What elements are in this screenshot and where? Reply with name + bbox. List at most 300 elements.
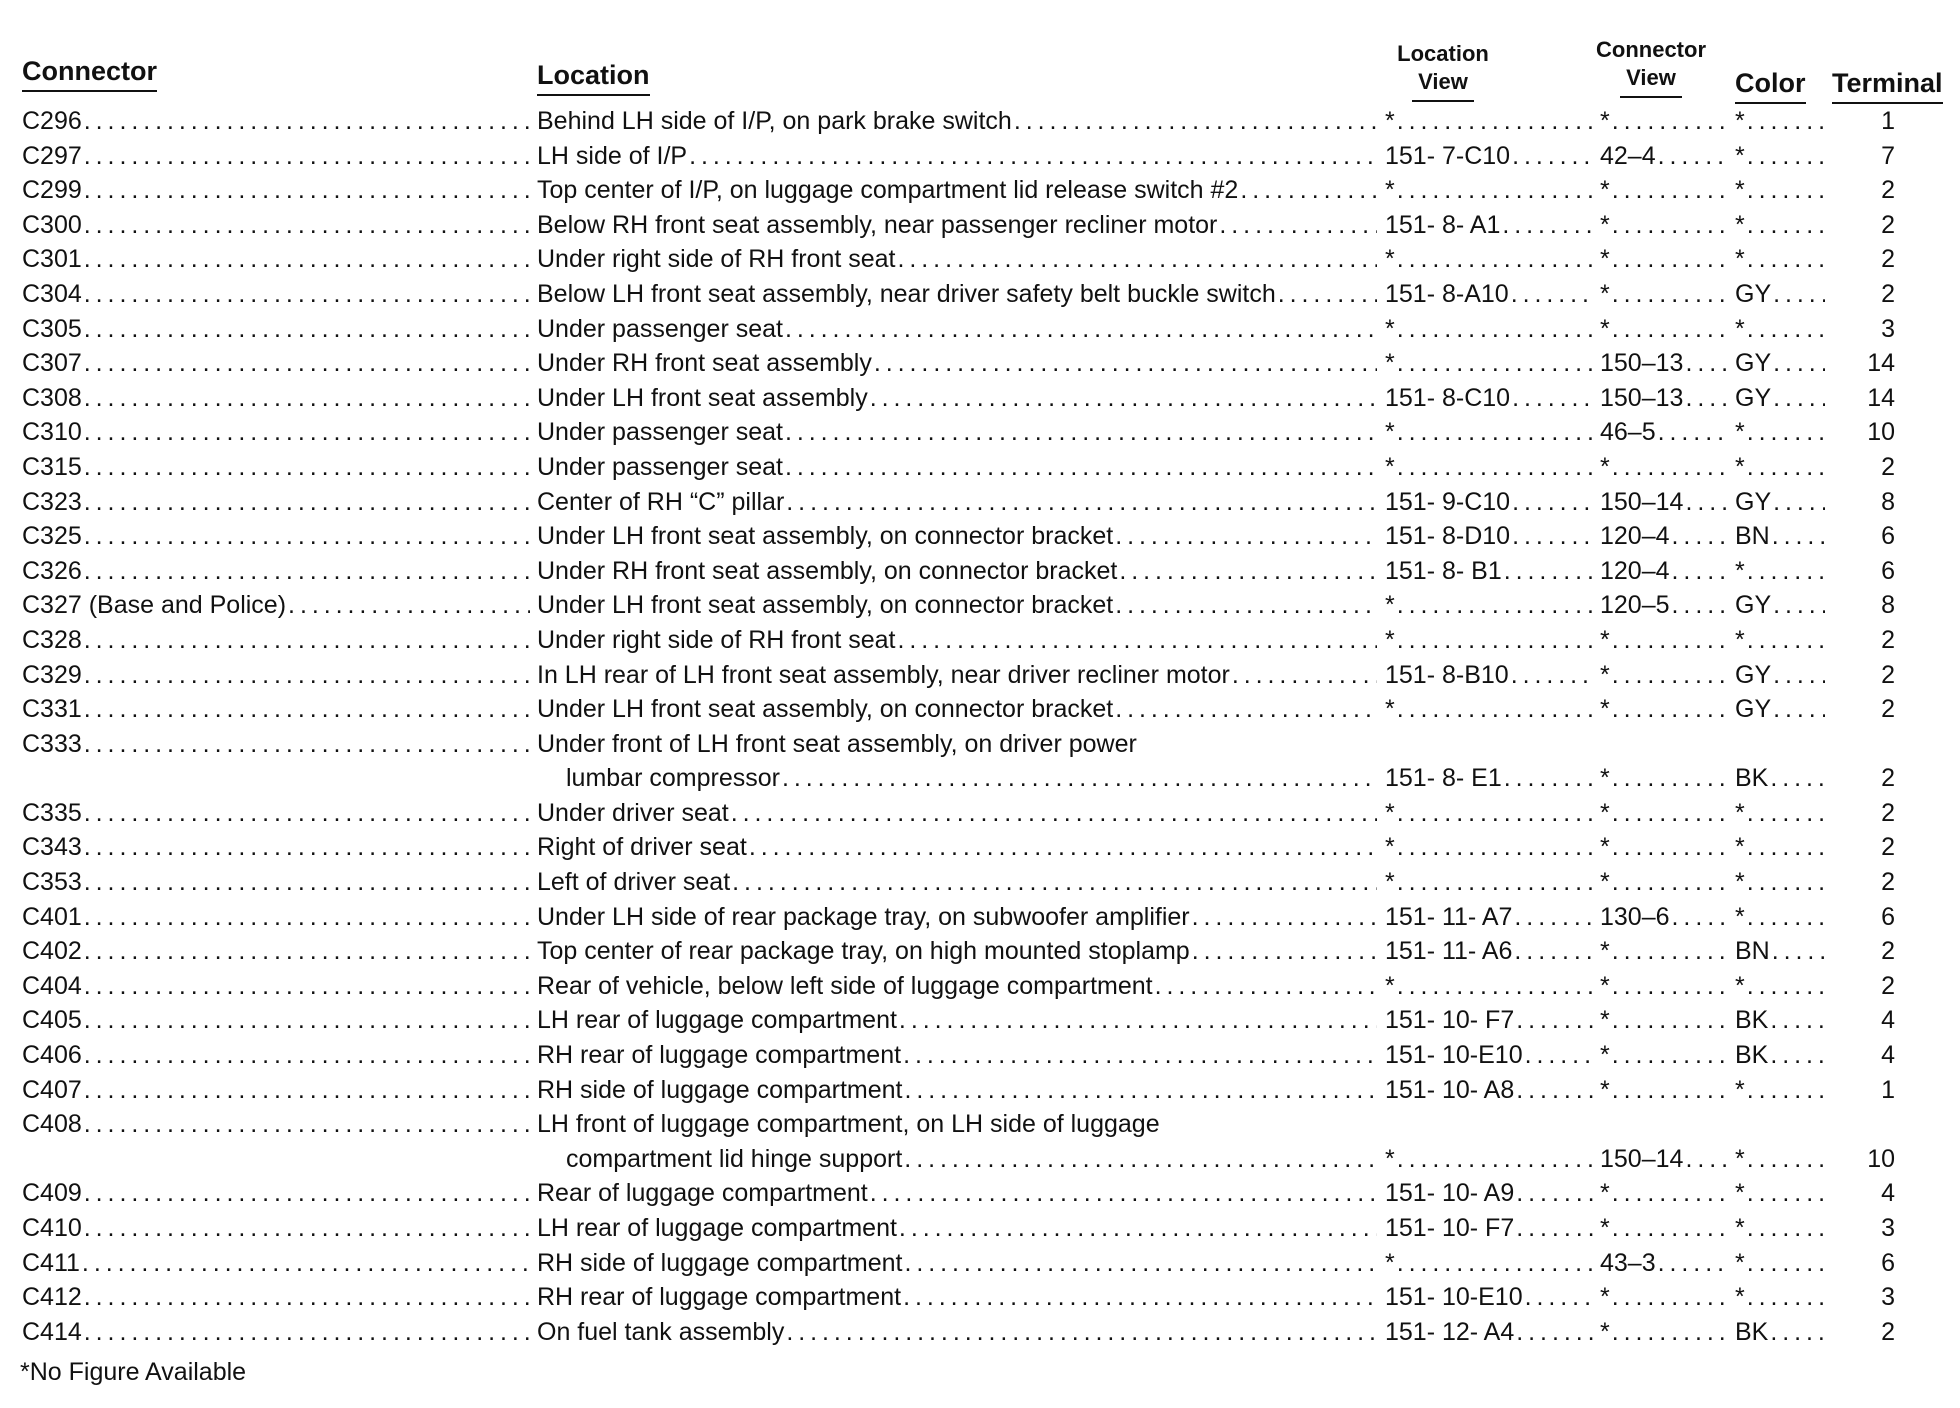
dot-leader	[82, 1315, 530, 1349]
dot-leader	[1395, 312, 1595, 346]
dot-leader	[82, 415, 530, 449]
dot-leader	[1514, 1003, 1595, 1037]
dot-leader	[1512, 934, 1595, 968]
header-connector-view: Connector View	[1586, 36, 1716, 98]
location-view-cell: 151- 8-D10 . . .	[1385, 519, 1595, 553]
connector-cell: C310 . . .	[22, 415, 530, 449]
dot-leader	[1745, 969, 1825, 1003]
dot-leader	[1500, 208, 1595, 242]
terminal-cell: 6	[1881, 902, 1895, 931]
dot-leader	[1395, 865, 1595, 899]
location-cell: Top center of rear package tray, on high mounted stoplamp . . .	[537, 934, 1377, 968]
dot-leader	[896, 623, 1378, 657]
connector-cell: C410 . . .	[22, 1211, 530, 1245]
connector-view-cell: * . . .	[1600, 658, 1730, 692]
dot-leader	[1610, 208, 1730, 242]
connector-view-cell: * . . .	[1600, 623, 1730, 657]
color-cell: * . . .	[1735, 312, 1825, 346]
dot-leader	[1395, 242, 1595, 276]
terminal-cell: 2	[1881, 971, 1895, 1000]
connector-cell: C409 . . .	[22, 1176, 530, 1210]
connector-view-cell: 120–4 . . .	[1600, 519, 1730, 553]
dot-leader	[1745, 173, 1825, 207]
color-cell: GY . . .	[1735, 277, 1825, 311]
connector-cell: C304 . . .	[22, 277, 530, 311]
color-cell: * . . .	[1735, 242, 1825, 276]
connector-view-cell: 120–4 . . .	[1600, 554, 1730, 588]
location-view-cell: * . . .	[1385, 104, 1595, 138]
location-cell: Center of RH “C” pillar . . .	[537, 485, 1377, 519]
dot-leader	[1771, 277, 1825, 311]
terminal-cell: 8	[1881, 487, 1895, 516]
location-view-cell: * . . .	[1385, 830, 1595, 864]
connector-view-cell: * . . .	[1600, 242, 1730, 276]
terminal-cell: 1	[1881, 1075, 1895, 1104]
color-cell: * . . .	[1735, 173, 1825, 207]
dot-leader	[82, 277, 530, 311]
dot-leader	[1113, 588, 1377, 622]
location-view-cell: * . . .	[1385, 173, 1595, 207]
location-view-cell: 151- 8- E1 . . .	[1385, 761, 1595, 795]
table-row	[0, 623, 1960, 658]
dot-leader	[1610, 450, 1730, 484]
terminal-cell: 2	[1881, 868, 1895, 897]
location-view-cell: 151- 10- F7 . . .	[1385, 1003, 1595, 1037]
dot-leader	[1610, 934, 1730, 968]
color-cell: GY . . .	[1735, 588, 1825, 622]
location-view-cell: * . . .	[1385, 796, 1595, 830]
table-row	[0, 1315, 1960, 1350]
footnote: *No Figure Available	[20, 1358, 247, 1386]
table-row	[0, 1280, 1960, 1315]
dot-leader	[1745, 1211, 1825, 1245]
dot-leader	[1276, 277, 1377, 311]
terminal-cell: 10	[1867, 1144, 1895, 1173]
terminal-cell: 4	[1881, 1179, 1895, 1208]
connector-view-cell: 46–5 . . .	[1600, 415, 1730, 449]
connector-view-cell: * . . .	[1600, 173, 1730, 207]
terminal-cell: 4	[1881, 1006, 1895, 1035]
dot-leader	[1683, 1142, 1730, 1176]
dot-leader	[80, 1246, 530, 1280]
location-cell: Under LH front seat assembly, on connector bracket . . .	[537, 519, 1377, 553]
dot-leader	[1745, 312, 1825, 346]
dot-leader	[872, 346, 1377, 380]
location-view-cell: 151- 8- A1 . . .	[1385, 208, 1595, 242]
dot-leader	[1395, 173, 1595, 207]
connector-table-body	[0, 104, 1960, 1349]
connector-view-cell: * . . .	[1600, 1038, 1730, 1072]
table-row	[0, 1038, 1960, 1073]
dot-leader	[1745, 900, 1825, 934]
connector-view-cell: 150–13 . . .	[1600, 346, 1730, 380]
terminal-cell: 2	[1881, 695, 1895, 724]
terminal-cell: 2	[1881, 625, 1895, 654]
dot-leader	[730, 865, 1377, 899]
color-cell: * . . .	[1735, 1211, 1825, 1245]
dot-leader	[1510, 485, 1595, 519]
connector-cell: C315 . . .	[22, 450, 530, 484]
dot-leader	[687, 139, 1377, 173]
dot-leader	[1670, 588, 1730, 622]
connector-cell: C331 . . .	[22, 692, 530, 726]
connector-view-cell: * . . .	[1600, 1176, 1730, 1210]
dot-leader	[1745, 830, 1825, 864]
dot-leader	[896, 242, 1378, 276]
color-cell: * . . .	[1735, 623, 1825, 657]
connector-cell: C327 (Base and Police) . . .	[22, 588, 530, 622]
color-cell: * . . .	[1735, 1142, 1825, 1176]
dot-leader	[1610, 1073, 1730, 1107]
dot-leader	[1502, 554, 1595, 588]
location-cell: RH side of luggage compartment . . .	[537, 1246, 1377, 1280]
connector-cell: C296 . . .	[22, 104, 530, 138]
location-view-cell: 151- 12- A4 . . .	[1385, 1315, 1595, 1349]
table-row	[0, 727, 1960, 762]
dot-leader	[1610, 1038, 1730, 1072]
dot-leader	[902, 1073, 1377, 1107]
connector-cell: C300 . . .	[22, 208, 530, 242]
connector-cell: C411 . . .	[22, 1246, 530, 1280]
dot-leader	[1502, 761, 1595, 795]
dot-leader	[1745, 1176, 1825, 1210]
dot-leader	[1610, 830, 1730, 864]
header-connector: Connector	[22, 56, 157, 86]
dot-leader	[783, 450, 1377, 484]
dot-leader	[1610, 658, 1730, 692]
table-row	[0, 1211, 1960, 1246]
dot-leader	[1395, 1246, 1595, 1280]
location-view-cell: 151- 10-E10 . . .	[1385, 1280, 1595, 1314]
table-row	[0, 312, 1960, 347]
table-row-continuation	[0, 761, 1960, 796]
color-cell: * . . .	[1735, 830, 1825, 864]
location-cell: Under RH front seat assembly . . .	[537, 346, 1377, 380]
location-cell: Under driver seat . . .	[537, 796, 1377, 830]
dot-leader	[82, 865, 530, 899]
connector-view-cell: * . . .	[1600, 208, 1730, 242]
dot-leader	[729, 796, 1377, 830]
dot-leader	[1012, 104, 1377, 138]
connector-view-cell: * . . .	[1600, 312, 1730, 346]
connector-view-cell: 120–5 . . .	[1600, 588, 1730, 622]
table-row	[0, 519, 1960, 554]
dot-leader	[1117, 554, 1377, 588]
connector-cell: C328 . . .	[22, 623, 530, 657]
connector-cell: C402 . . .	[22, 934, 530, 968]
dot-leader	[1768, 1003, 1825, 1037]
connector-view-cell: 150–14 . . .	[1600, 1142, 1730, 1176]
dot-leader	[1610, 1176, 1730, 1210]
table-row	[0, 830, 1960, 865]
dot-leader	[1683, 381, 1730, 415]
dot-leader	[1745, 796, 1825, 830]
dot-leader	[1771, 485, 1825, 519]
table-row	[0, 139, 1960, 174]
dot-leader	[82, 485, 530, 519]
dot-leader	[1656, 415, 1730, 449]
dot-leader	[1523, 1280, 1595, 1314]
dot-leader	[1395, 969, 1595, 1003]
location-view-cell: 151- 10- A9 . . .	[1385, 1176, 1595, 1210]
location-view-cell: 151- 8-B10 . . .	[1385, 658, 1595, 692]
dot-leader	[901, 1038, 1377, 1072]
dot-leader	[1510, 139, 1595, 173]
connector-view-cell: * . . .	[1600, 830, 1730, 864]
connector-cell: C301 . . .	[22, 242, 530, 276]
dot-leader	[82, 1280, 530, 1314]
dot-leader	[1523, 1038, 1595, 1072]
location-cell: Under passenger seat . . .	[537, 312, 1377, 346]
dot-leader	[1670, 554, 1730, 588]
table-row	[0, 934, 1960, 969]
location-cell: Under LH front seat assembly, on connector bracket . . .	[537, 692, 1377, 726]
location-view-cell: * . . .	[1385, 450, 1595, 484]
location-cell: Rear of vehicle, below left side of luggage compartment . . .	[537, 969, 1377, 1003]
table-row	[0, 865, 1960, 900]
dot-leader	[1190, 900, 1377, 934]
dot-leader	[1610, 1211, 1730, 1245]
dot-leader	[82, 1211, 530, 1245]
connector-cell: C305 . . .	[22, 312, 530, 346]
dot-leader	[82, 519, 530, 553]
dot-leader	[1514, 1211, 1595, 1245]
dot-leader	[1510, 519, 1595, 553]
dot-leader	[1217, 208, 1377, 242]
table-row	[0, 1107, 1960, 1142]
location-cell: Under LH front seat assembly . . .	[537, 381, 1377, 415]
dot-leader	[1610, 1003, 1730, 1037]
location-view-cell: * . . .	[1385, 1246, 1595, 1280]
location-cell: On fuel tank assembly . . .	[537, 1315, 1377, 1349]
location-view-cell: 151- 10-E10 . . .	[1385, 1038, 1595, 1072]
connector-cell: C323 . . .	[22, 485, 530, 519]
terminal-cell: 10	[1867, 418, 1895, 447]
terminal-cell: 2	[1881, 833, 1895, 862]
table-row	[0, 1246, 1960, 1281]
color-cell: GY . . .	[1735, 658, 1825, 692]
table-row	[0, 242, 1960, 277]
color-cell: BN . . .	[1735, 934, 1825, 968]
color-cell: * . . .	[1735, 450, 1825, 484]
table-row	[0, 796, 1960, 831]
dot-leader	[82, 934, 530, 968]
table-row	[0, 277, 1960, 312]
terminal-cell: 2	[1881, 937, 1895, 966]
location-cell: RH rear of luggage compartment . . .	[537, 1280, 1377, 1314]
location-continuation-cell: compartment lid hinge support . . .	[566, 1142, 1377, 1176]
dot-leader	[747, 830, 1377, 864]
header-location-view: Location View	[1378, 40, 1508, 102]
location-cell: Rear of luggage compartment . . .	[537, 1176, 1377, 1210]
dot-leader	[82, 1003, 530, 1037]
dot-leader	[1610, 796, 1730, 830]
color-cell: GY . . .	[1735, 346, 1825, 380]
location-cell: In LH rear of LH front seat assembly, near driver recliner motor . . .	[537, 658, 1377, 692]
dot-leader	[1610, 692, 1730, 726]
dot-leader	[1113, 692, 1377, 726]
location-cell: Under LH side of rear package tray, on subwoofer amplifier . . .	[537, 900, 1377, 934]
table-row	[0, 658, 1960, 693]
dot-leader	[82, 554, 530, 588]
dot-leader	[1230, 658, 1377, 692]
connector-view-cell: * . . .	[1600, 692, 1730, 726]
location-cell: Top center of I/P, on luggage compartment lid release switch #2 . . .	[537, 173, 1377, 207]
dot-leader	[1745, 1280, 1825, 1314]
dot-leader	[1514, 1315, 1595, 1349]
dot-leader	[1745, 554, 1825, 588]
dot-leader	[1745, 415, 1825, 449]
dot-leader	[1768, 1315, 1825, 1349]
connector-view-cell: * . . .	[1600, 104, 1730, 138]
table-row	[0, 692, 1960, 727]
color-cell: * . . .	[1735, 139, 1825, 173]
dot-leader	[82, 796, 530, 830]
connector-cell: C297 . . .	[22, 139, 530, 173]
dot-leader	[82, 658, 530, 692]
connector-cell: C353 . . .	[22, 865, 530, 899]
dot-leader	[82, 1107, 530, 1141]
color-cell: BK . . .	[1735, 1038, 1825, 1072]
dot-leader	[1771, 588, 1825, 622]
table-row	[0, 1003, 1960, 1038]
terminal-cell: 1	[1881, 107, 1895, 135]
dot-leader	[1610, 1315, 1730, 1349]
dot-leader	[1610, 173, 1730, 207]
dot-leader	[1745, 1073, 1825, 1107]
dot-leader	[1610, 623, 1730, 657]
connector-cell: C408 . . .	[22, 1107, 530, 1141]
location-cell: Behind LH side of I/P, on park brake switch . . .	[537, 104, 1377, 138]
location-view-cell: * . . .	[1385, 623, 1595, 657]
connector-view-cell: * . . .	[1600, 450, 1730, 484]
location-view-cell: * . . .	[1385, 588, 1595, 622]
dot-leader	[1509, 277, 1595, 311]
dot-leader	[1514, 1073, 1595, 1107]
connector-cell: C404 . . .	[22, 969, 530, 1003]
color-cell: * . . .	[1735, 208, 1825, 242]
dot-leader	[82, 900, 530, 934]
dot-leader	[82, 830, 530, 864]
location-view-cell: * . . .	[1385, 865, 1595, 899]
dot-leader	[82, 104, 530, 138]
terminal-cell: 6	[1881, 522, 1895, 551]
location-continuation-cell: lumbar compressor . . .	[566, 761, 1377, 795]
location-view-cell: * . . .	[1385, 1142, 1595, 1176]
color-cell: GY . . .	[1735, 485, 1825, 519]
location-cell: Right of driver seat . . .	[537, 830, 1377, 864]
dot-leader	[1610, 1280, 1730, 1314]
location-view-cell: 151- 8-A10 . . .	[1385, 277, 1595, 311]
terminal-cell: 7	[1881, 141, 1895, 170]
dot-leader	[1238, 173, 1377, 207]
dot-leader	[1395, 1142, 1595, 1176]
connector-cell: C308 . . .	[22, 381, 530, 415]
connector-view-cell: * . . .	[1600, 761, 1730, 795]
location-view-cell: 151- 10- F7 . . .	[1385, 1211, 1595, 1245]
terminal-cell: 6	[1881, 556, 1895, 585]
connector-cell: C335 . . .	[22, 796, 530, 830]
dot-leader	[1610, 242, 1730, 276]
connector-view-cell: 150–13 . . .	[1600, 381, 1730, 415]
color-cell: BK . . .	[1735, 761, 1825, 795]
dot-leader	[1745, 1246, 1825, 1280]
dot-leader	[82, 1038, 530, 1072]
dot-leader	[1745, 208, 1825, 242]
dot-leader	[1771, 346, 1825, 380]
location-cell: Under RH front seat assembly, on connector bracket . . .	[537, 554, 1377, 588]
location-cell: Under right side of RH front seat . . .	[537, 242, 1377, 276]
dot-leader	[868, 1176, 1377, 1210]
dot-leader	[1745, 865, 1825, 899]
connector-view-cell: * . . .	[1600, 969, 1730, 1003]
dot-leader	[1745, 139, 1825, 173]
connector-view-cell: * . . .	[1600, 865, 1730, 899]
dot-leader	[1771, 658, 1825, 692]
dot-leader	[1190, 934, 1377, 968]
dot-leader	[1745, 1142, 1825, 1176]
location-view-cell: 151- 10- A8 . . .	[1385, 1073, 1595, 1107]
connector-view-cell: * . . .	[1600, 796, 1730, 830]
dot-leader	[1512, 900, 1595, 934]
table-row	[0, 554, 1960, 589]
color-cell: * . . .	[1735, 104, 1825, 138]
dot-leader	[1656, 1246, 1730, 1280]
table-row-continuation	[0, 1142, 1960, 1177]
location-view-cell: * . . .	[1385, 242, 1595, 276]
dot-leader	[783, 312, 1377, 346]
dot-leader	[1656, 139, 1730, 173]
terminal-cell: 2	[1881, 245, 1895, 274]
dot-leader	[1745, 104, 1825, 138]
connector-view-cell: 43–3 . . .	[1600, 1246, 1730, 1280]
dot-leader	[784, 1315, 1377, 1349]
dot-leader	[82, 1073, 530, 1107]
dot-leader	[286, 588, 530, 622]
dot-leader	[1683, 346, 1730, 380]
dot-leader	[82, 242, 530, 276]
terminal-cell: 2	[1881, 279, 1895, 308]
dot-leader	[82, 623, 530, 657]
connector-view-cell: * . . .	[1600, 1073, 1730, 1107]
table-row	[0, 485, 1960, 520]
table-row	[0, 381, 1960, 416]
dot-leader	[1395, 346, 1595, 380]
dot-leader	[897, 1003, 1377, 1037]
location-view-cell: * . . .	[1385, 969, 1595, 1003]
connector-cell: C407 . . .	[22, 1073, 530, 1107]
color-cell: * . . .	[1735, 554, 1825, 588]
color-cell: BN . . .	[1735, 519, 1825, 553]
dot-leader	[1395, 830, 1595, 864]
dot-leader	[784, 485, 1377, 519]
terminal-cell: 2	[1881, 176, 1895, 205]
dot-leader	[82, 969, 530, 1003]
color-cell: * . . .	[1735, 900, 1825, 934]
location-cell: Under passenger seat . . .	[537, 415, 1377, 449]
color-cell: * . . .	[1735, 796, 1825, 830]
connector-cell: C412 . . .	[22, 1280, 530, 1314]
dot-leader	[82, 450, 530, 484]
terminal-cell: 2	[1881, 1317, 1895, 1346]
table-row	[0, 173, 1960, 208]
connector-view-cell: * . . .	[1600, 1211, 1730, 1245]
color-cell: * . . .	[1735, 415, 1825, 449]
dot-leader	[1610, 761, 1730, 795]
color-cell: * . . .	[1735, 969, 1825, 1003]
terminal-cell: 2	[1881, 764, 1895, 793]
header-terminal: Terminal	[1832, 68, 1943, 98]
